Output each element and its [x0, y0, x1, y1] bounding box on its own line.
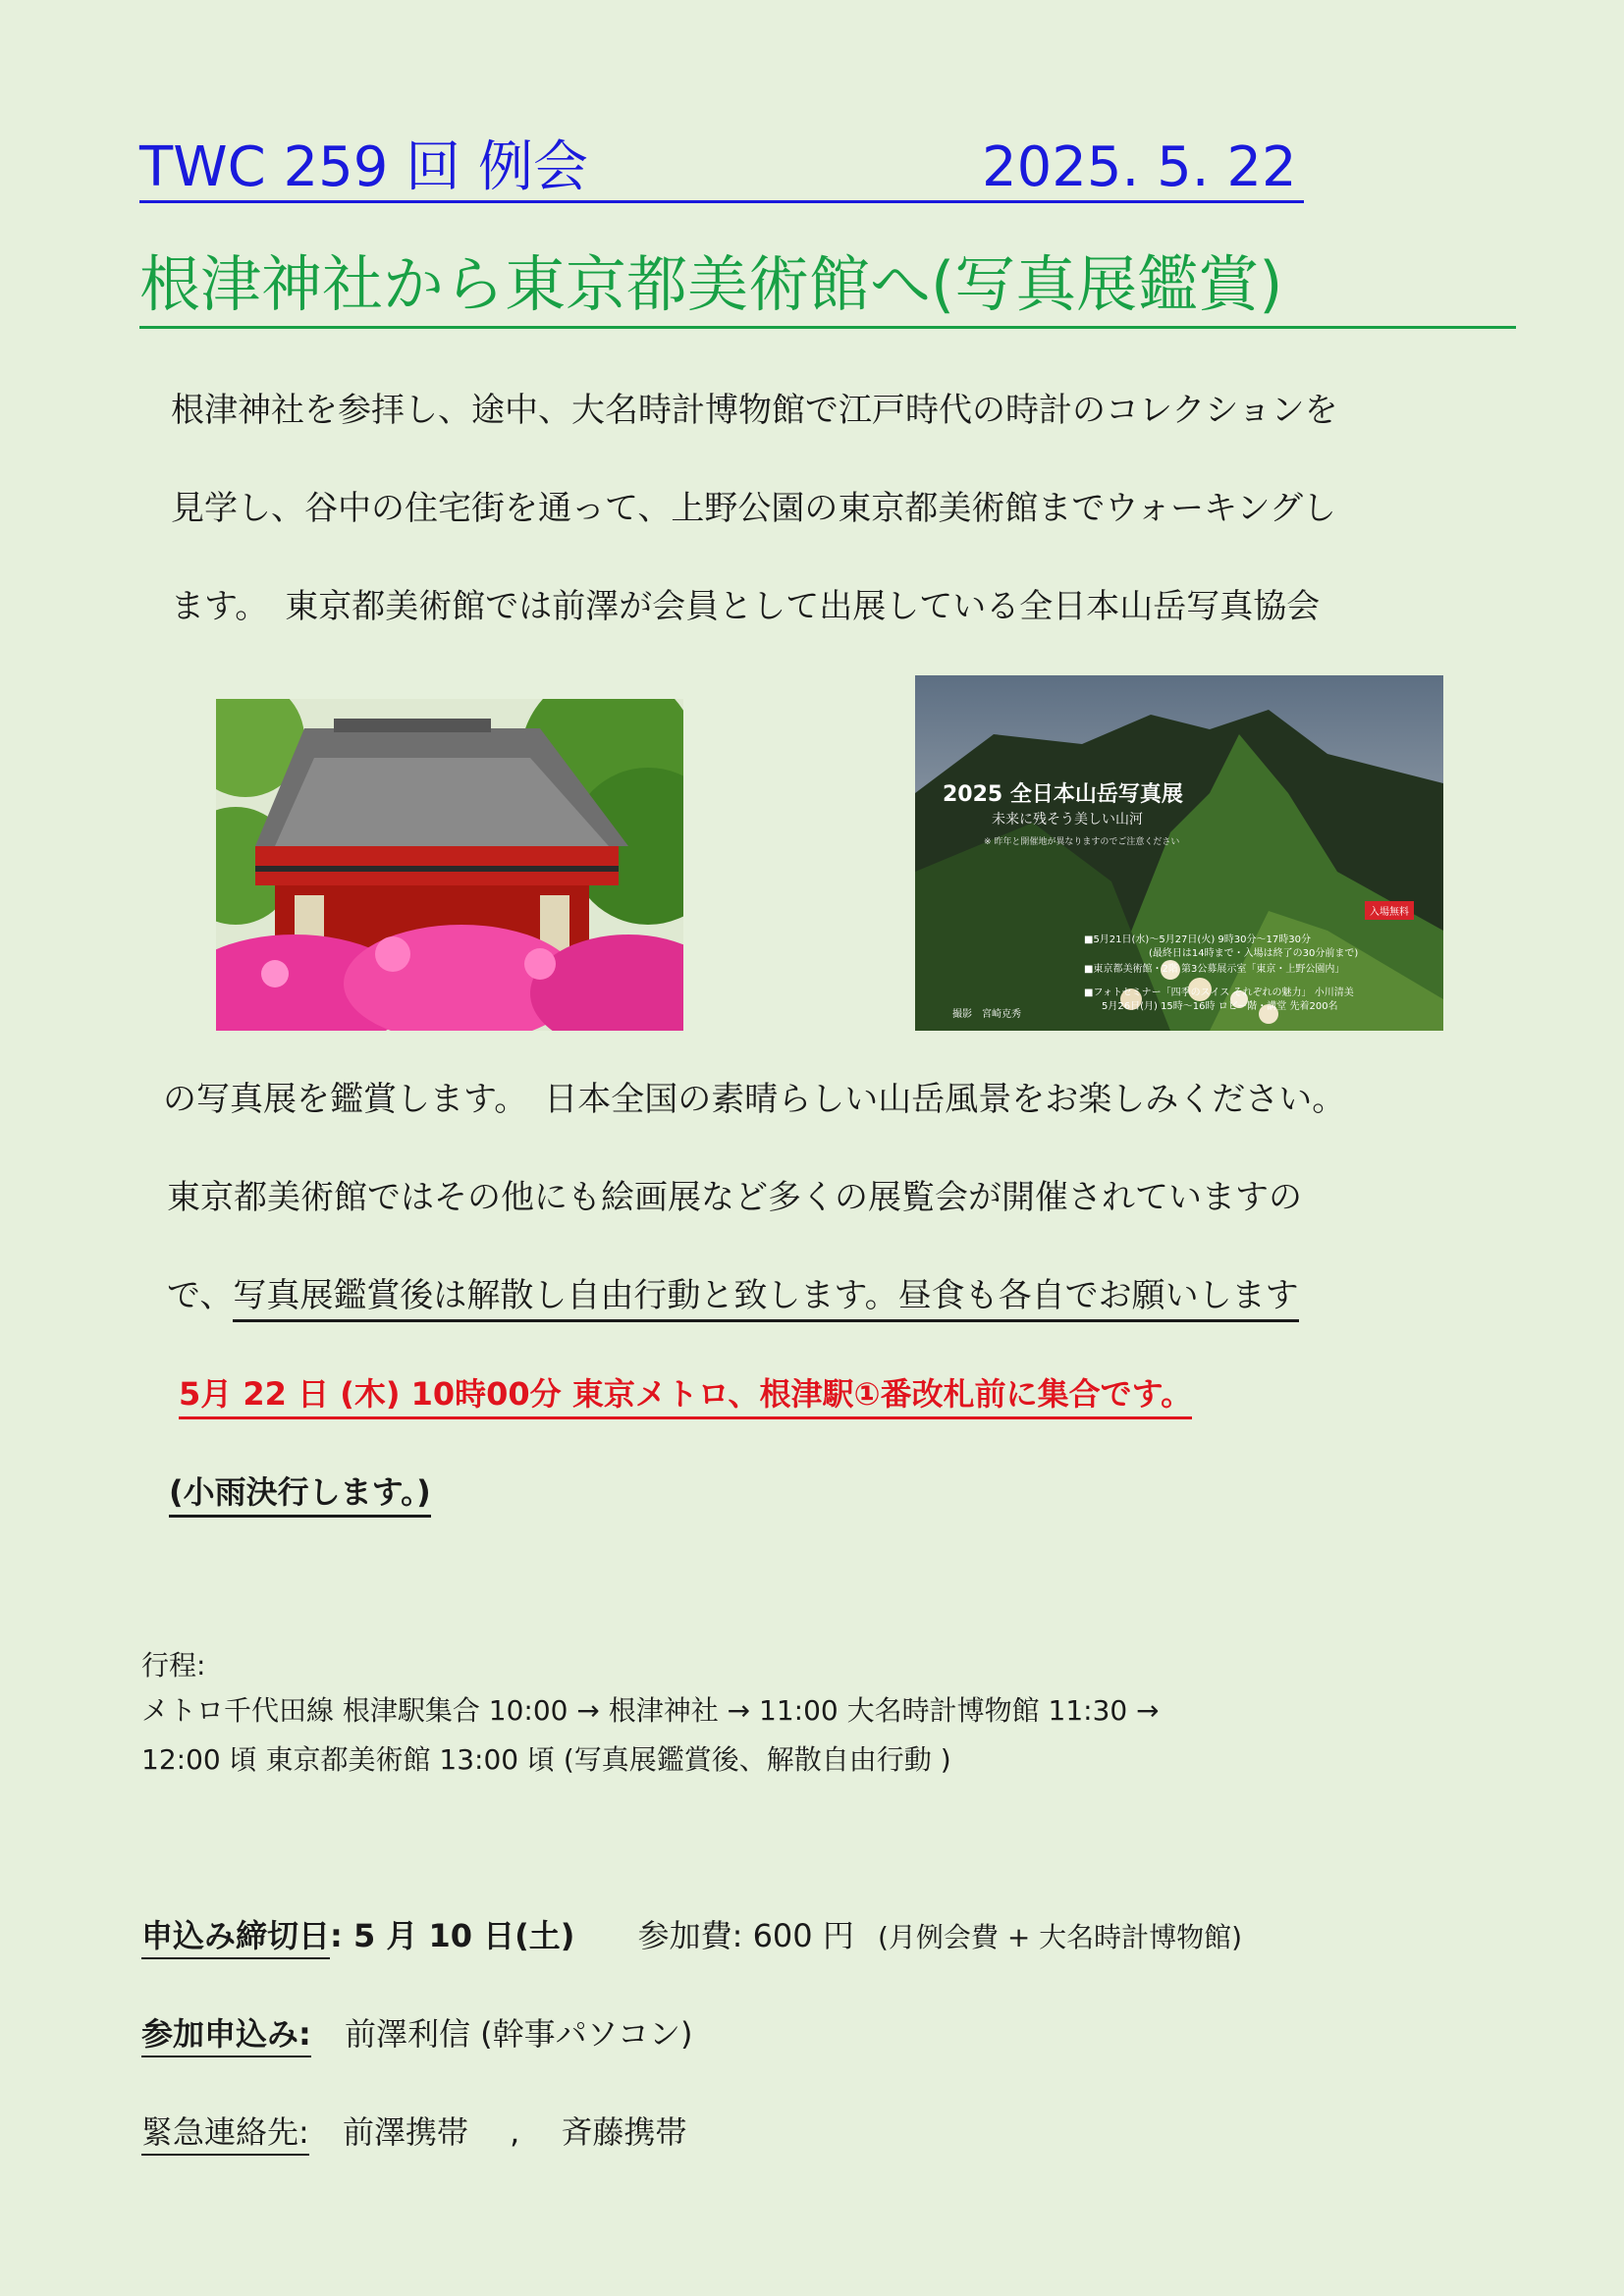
- poster-subtitle: 未来に残そう美しい山河: [992, 812, 1143, 828]
- meeting-notice-text: 5月 22 日 (木) 10時00分 東京メトロ、根津駅①番改札前に集合です。: [179, 1375, 1192, 1419]
- apply-label: 参加申込み:: [141, 2015, 311, 2057]
- meeting-notice: [179, 1374, 1192, 1414]
- fee-note: (月例会費 + 大名時計博物館): [878, 1921, 1243, 1953]
- event-title-bar: [139, 135, 1304, 203]
- intro-line-2: 見学し、谷中の住宅街を通って、上野公園の東京都美術館までウォーキングし: [171, 489, 1336, 528]
- itinerary-label: 行程:: [141, 1649, 206, 1682]
- poster-credit: 撮影 宮崎克秀: [952, 1009, 1021, 1020]
- itinerary-line-1: メトロ千代田線 根津駅集合 10:00 → 根津神社 → 11:00 大名時計博物館 11:30 →: [141, 1694, 1160, 1727]
- body-line-3-prefix: で、: [167, 1276, 234, 1315]
- contact-label: 緊急連絡先:: [141, 2113, 309, 2156]
- contact-row: [141, 2112, 687, 2152]
- fee-label: 参加費: 600 円: [637, 1917, 854, 1954]
- event-date: 2025. 5. 22: [982, 135, 1297, 199]
- rain-notice: [169, 1472, 431, 1512]
- rain-notice-text: (小雨決行します。): [169, 1473, 431, 1518]
- poster-info-dates: ■5月21日(水)～5月27日(火) 9時30分～17時30分: [1084, 934, 1311, 945]
- apply-row: [141, 2014, 693, 2054]
- deadline-value: : 5 月 10 日(土): [330, 1917, 575, 1954]
- poster-info-seminar-time: 5月26日(月) 15時～16時 ロビー階・講堂 先着200名: [1102, 1001, 1338, 1012]
- poster-title: 2025 全日本山岳写真展: [943, 782, 1183, 807]
- poster-note: ※ 昨年と開催地が異なりますのでご注意ください: [984, 837, 1180, 847]
- exhibition-poster: [915, 675, 1443, 1031]
- body-line-1: の写真展を鑑賞します。 日本全国の素晴らしい山岳風景をお楽しみください。: [163, 1080, 1346, 1119]
- contact-value: 前澤携帯 , 斉藤携帯: [342, 2113, 687, 2151]
- body-line-3: [167, 1276, 1299, 1315]
- body-line-3-underlined: 写真展鑑賞後は解散し自由行動と致します。昼食も各自でお願いします: [233, 1276, 1298, 1322]
- body-line-2: 東京都美術館ではその他にも絵画展など多くの展覧会が開催されていますの: [167, 1178, 1302, 1217]
- nezu-shrine-photo: [216, 699, 683, 1031]
- poster-info-seminar: ■フォトセミナー「四季のスイス それぞれの魅力」 小川清美: [1084, 988, 1354, 998]
- poster-free-badge: 入場無料: [1365, 901, 1414, 920]
- apply-value: 前澤利信 (幹事パソコン): [344, 2015, 693, 2053]
- itinerary-line-2: 12:00 頃 東京都美術館 13:00 頃 (写真展鑑賞後、解散自由行動 ): [141, 1743, 951, 1776]
- intro-line-3: ます。 東京都美術館では前澤が会員として出展している全日本山岳写真協会: [171, 587, 1321, 626]
- intro-line-1: 根津神社を参拝し、途中、大名時計博物館で江戸時代の時計のコレクションを: [171, 391, 1338, 430]
- page-title: 根津神社から東京都美術館へ(写真展鑑賞): [139, 243, 1516, 329]
- deadline-row: [141, 1916, 1242, 1957]
- deadline-label: 申込み締切日: [141, 1917, 330, 1959]
- poster-info-venue: ■東京都美術館・2階 第3公募展示室「東京・上野公園内」: [1084, 964, 1345, 975]
- poster-info-hours-note: (最終日は14時まで・入場は終了の30分前まで): [1149, 948, 1359, 959]
- event-title: TWC 259 回 例会: [139, 135, 588, 199]
